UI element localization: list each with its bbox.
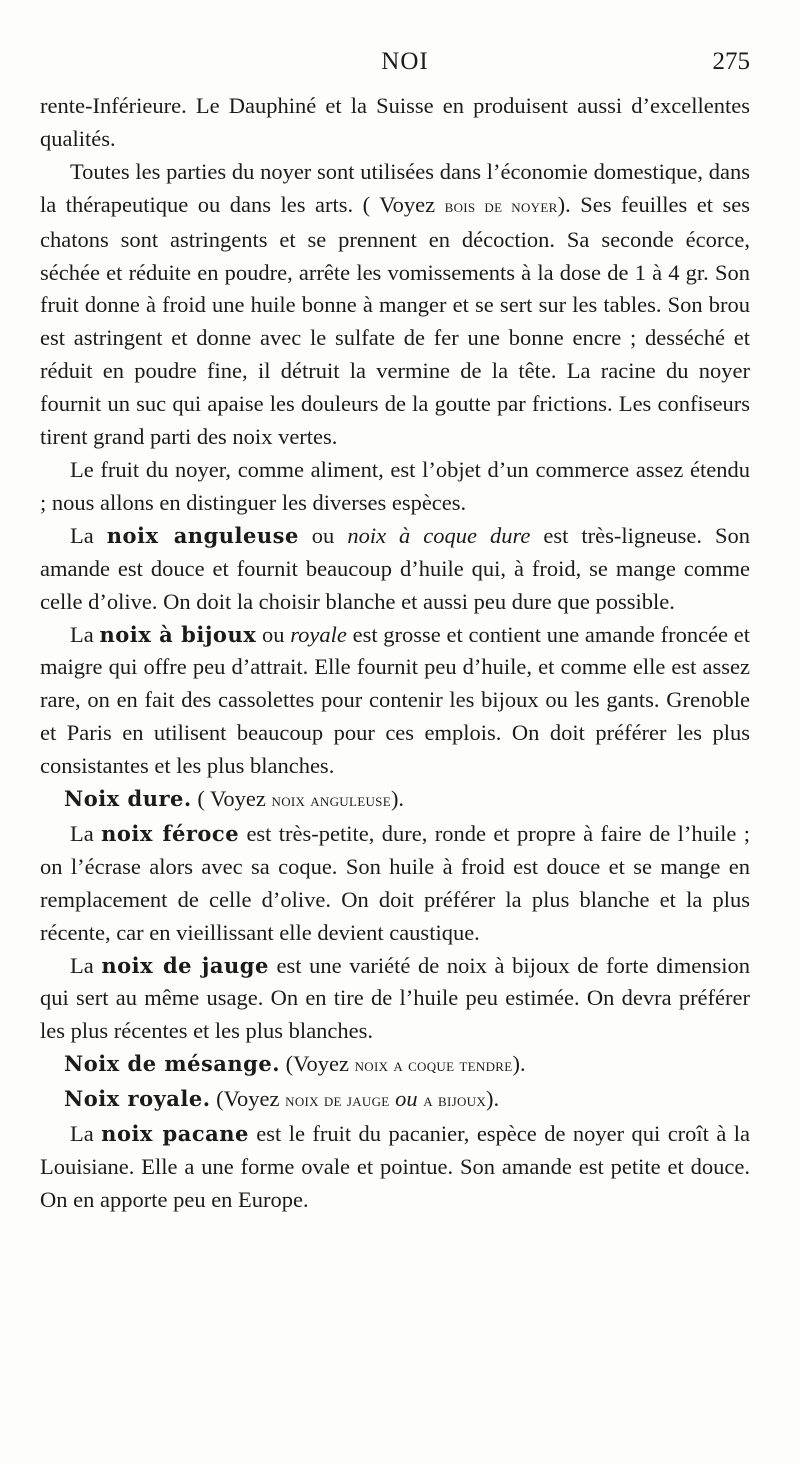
small-caps-reference: noix a coque tendre [354, 1055, 513, 1077]
text-run: est très-ligneuse. Son amande est douce et fournit beaucoup d’huile qui, à froid, se mange comme celle d’olive. On doit la choisir blanche et aussi peu dure que possible. [40, 522, 751, 614]
text-run: Toutes les parties du noyer sont utilisées dans l’économie domestique, dans la thérapeutique ou dans les arts. ( Voyez [40, 158, 750, 217]
text-run: rente-Inférieure. Le Dauphiné et la Suisse en produisent aussi d’excellentes qualités. [40, 93, 750, 151]
entry-term: Noix de mésange. [64, 1051, 281, 1077]
running-head: NOI [381, 48, 429, 75]
text-run: ( Voyez [191, 786, 272, 812]
paragraph [40, 90, 750, 156]
page-number: 275 [712, 48, 750, 75]
text-run: (Voyez [280, 1051, 355, 1077]
text-run: est très-petite, dure, ronde et propre à faire de l’huile ; on l’écrase alors avec sa coque. Son huile à froid est douce et se mange en remplacement de celle d’olive. On doit préférer la plus blanche et la plus récente, car en vieillissant elle devient caustique. [40, 820, 750, 945]
text-run: La [70, 820, 102, 846]
text-run: ). Ses feuilles et ses chatons sont astringents et se prennent en décoction. Sa seconde écorce, séchée et réduite en poudre, arrête les vomissements à la dose de 1 à 4 gr. Son fruit donne à froid une huile bonne à manger et se sert sur les tables. Son brou est astringent et donne avec le sulfate de fer une bonne encre ; desséché et réduit en poudre fine, il détruit la vermine de la tête. La racine du noyer fournit un suc qui apaise les douleurs de la goutte par frictions. Les confiseurs tirent grand parti des noix vertes. [40, 191, 751, 450]
entry-term: noix pacane [101, 1121, 249, 1147]
paragraph [40, 454, 750, 520]
text-run: est grosse et contient une amande froncée et maigre qui offre peu d’attrait. Elle fournit peu d’huile, et comme elle est assez rare, on en fait des cassolettes pour contenir les bijoux ou les gants. Grenoble et Paris en utilisent beaucoup pour ces emplois. On doit préférer les plus consistantes et les plus blanches. [40, 621, 751, 779]
small-caps-reference: noix anguleuse [271, 790, 391, 812]
text-run: ou [298, 522, 348, 548]
entry-term: noix anguleuse [106, 522, 299, 548]
entry-term: noix à bijoux [99, 621, 257, 647]
small-caps-reference: noix de jauge [285, 1090, 390, 1112]
text-run: La [70, 952, 102, 978]
italic-term: ou [395, 1086, 418, 1112]
text-run: est une variété de noix à bijoux de forte dimension qui sert au même usage. On en tire de l’huile peu estimée. On devra préférer les plus récentes et les plus blanches. [40, 952, 750, 1044]
text-run: La [70, 1121, 102, 1147]
italic-term: royale [290, 621, 347, 647]
body-text [40, 90, 750, 1217]
text-run: ou [256, 621, 291, 647]
text-run: est le fruit du pacanier, espèce de noyer qui croît à la Louisiane. Elle a une forme ovale et pointue. Son amande est petite et douce. On en apporte peu en Europe. [40, 1121, 751, 1212]
text-run: ). [486, 1086, 500, 1112]
paragraph [40, 619, 750, 784]
text-run: Le fruit du noyer, comme aliment, est l’objet d’un commerce assez étendu ; nous allons en distinguer les diverses espèces. [40, 456, 750, 515]
italic-term: noix à coque dure [347, 522, 531, 548]
small-caps-reference: bois de noyer [444, 195, 558, 217]
text-run: ). [390, 786, 405, 812]
text-run: ). [512, 1051, 526, 1077]
text-run: (Voyez [210, 1086, 286, 1112]
paragraph [40, 1118, 750, 1217]
paragraph [40, 818, 750, 950]
small-caps-reference: a bijoux [423, 1090, 487, 1112]
entry-term: Noix dure. [64, 786, 192, 812]
paragraph [40, 1083, 750, 1118]
page-header [40, 48, 750, 84]
text-run: La [70, 621, 100, 647]
text-run: La [70, 522, 107, 548]
entry-term: noix féroce [101, 820, 240, 846]
entry-term: Noix royale. [64, 1086, 211, 1112]
paragraph [40, 156, 750, 454]
paragraph [40, 783, 750, 818]
paragraph [40, 1048, 750, 1083]
paragraph [40, 520, 750, 619]
entry-term: noix de jauge [101, 952, 269, 978]
paragraph [40, 950, 750, 1049]
